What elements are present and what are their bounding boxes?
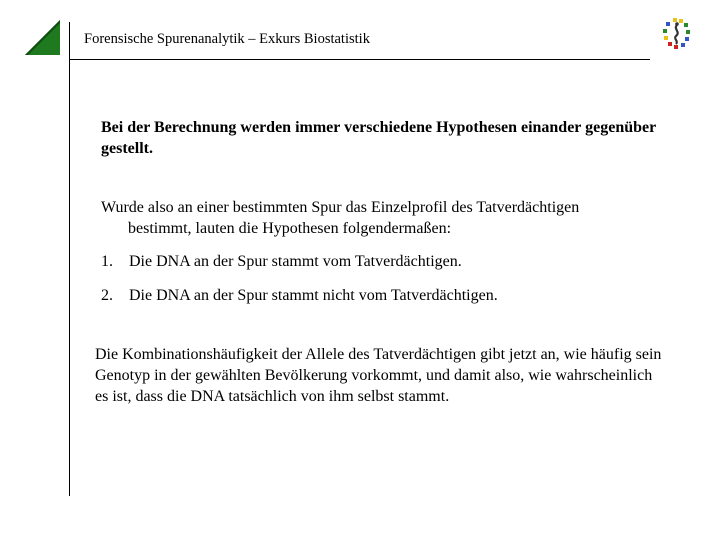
hypothesis-number: 2. xyxy=(101,287,113,304)
hypothesis-item xyxy=(101,251,462,272)
header-divider xyxy=(69,59,650,60)
hypothesis-number: 1. xyxy=(101,253,113,270)
dna-logo-icon xyxy=(662,17,692,51)
intro-paragraph xyxy=(101,197,661,239)
hypothesis-text: Die DNA an der Spur stammt nicht vom Tatverdächtigen. xyxy=(129,287,498,304)
bold-paragraph: Bei der Berechnung werden immer verschiedene Hypothesen einander gegenüber gestellt. xyxy=(101,119,656,157)
hypothesis-text: Die DNA an der Spur stammt vom Tatverdächtigen. xyxy=(129,253,462,270)
header-title: Forensische Spurenanalytik – Exkurs Biostatistik xyxy=(84,31,370,47)
intro-line-1: Wurde also an einer bestimmten Spur das Einzelprofil des Tatverdächtigen xyxy=(101,199,580,216)
final-paragraph: Die Kombinationshäufigkeit der Allele des Tatverdächtigen gibt jetzt an, wie häufig sein Genotyp in der gewählten Bevölkerung vorkommt, und damit also, wie wahrscheinlich es ist, dass die DNA tatsächlich von ihm selbst stammt. xyxy=(95,346,662,405)
intro-line-2: bestimmt, lauten die Hypothesen folgendermaßen: xyxy=(128,220,452,237)
corner-triangle-icon xyxy=(25,20,60,55)
vertical-divider xyxy=(69,22,70,496)
hypothesis-item xyxy=(101,285,498,306)
